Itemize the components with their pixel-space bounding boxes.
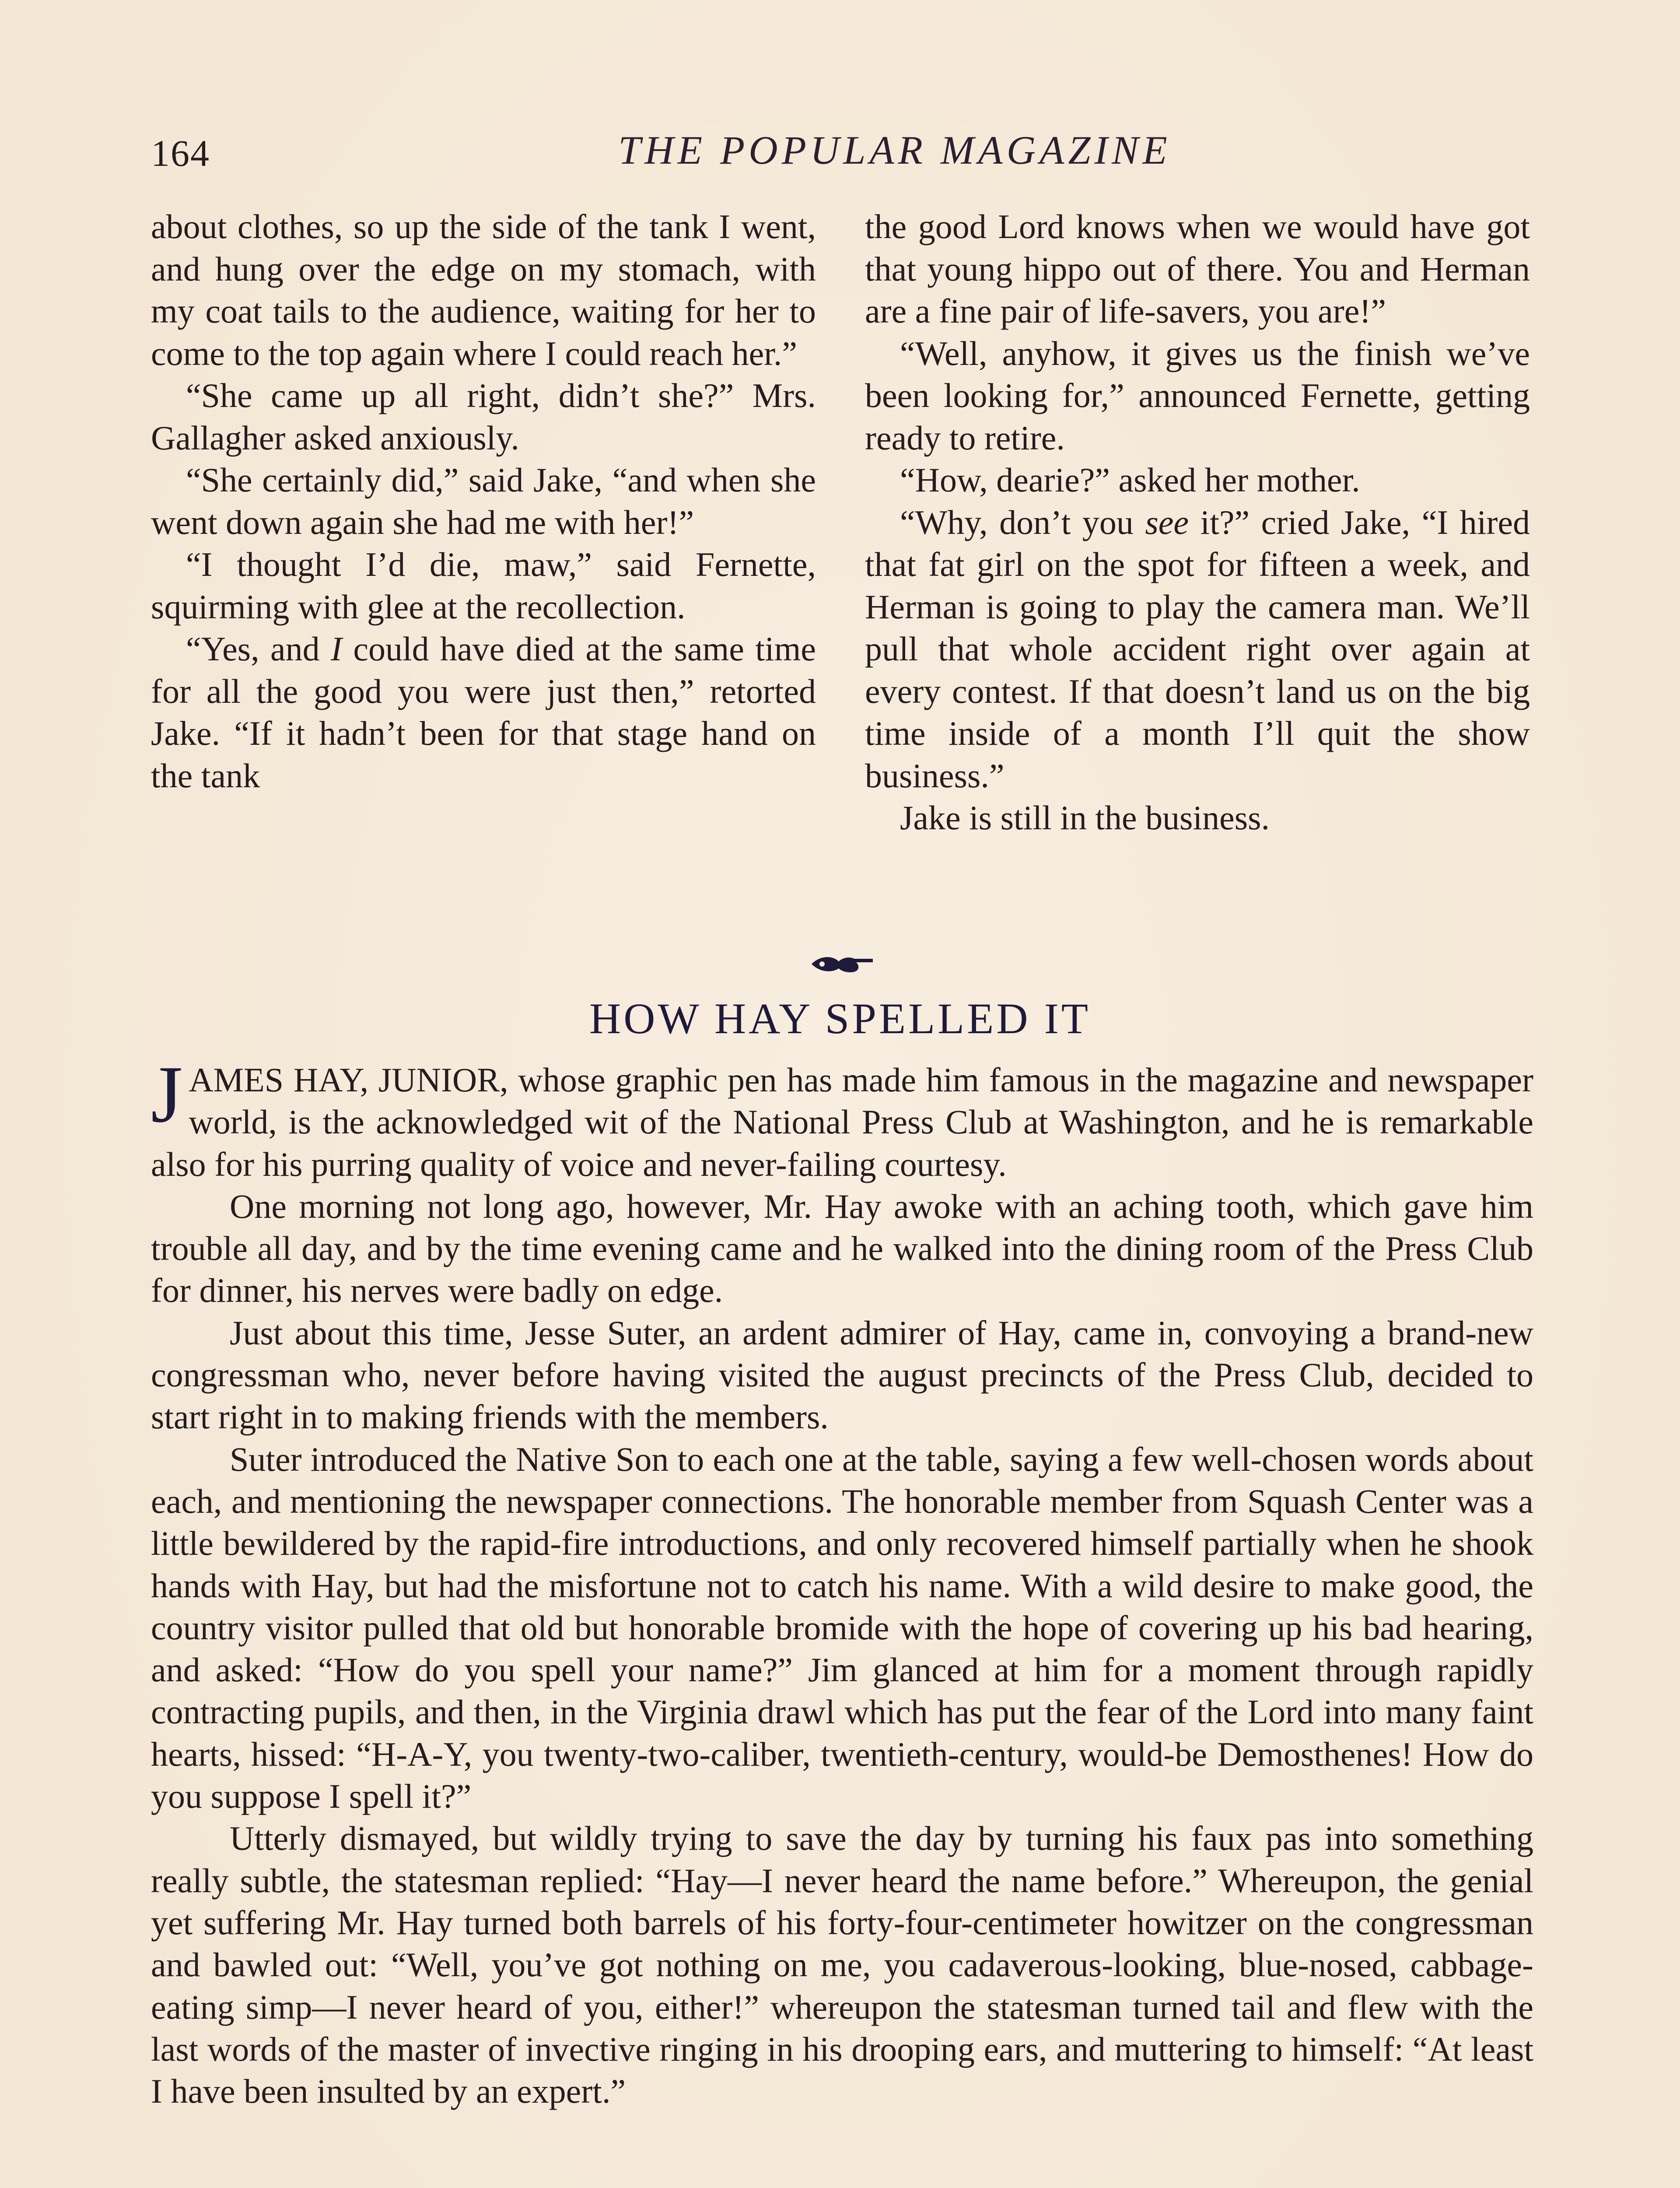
italic-text: I	[331, 630, 342, 668]
running-title: THE POPULAR MAGAZINE	[618, 128, 1171, 172]
paragraph: Jake is still in the business.	[900, 799, 1270, 837]
paragraph: Suter introduced the Native Son to each one at the table, saying a few well-chosen words about each, and mentioning the newspaper connections. The honorable member from Squash Center was a little bewildered by the rapid-fire introductions, and only recovered himself partially when he shook hands with Hay, but had the misfortune not to catch his name. With a wild desire to make good, the country visitor pulled that old but honorable bromide with the hope of covering up his bad hearing, and asked: “How do you spell your name?” Jim glanced at him for a moment through rapidly contracting pupils, and then, in the Virginia drawl which has put the fear of the Lord into many faint hearts, hissed: “H-A-Y, you twenty-two-caliber, twentieth-century, would-be Demosthenes! How do you suppose I spell it?”	[151, 1440, 1533, 1816]
paragraph: Utterly dismayed, but wildly trying to save the day by turning his faux pas into something really subtle, the statesman replied: “Hay—I never heard the name before.” Whereupon, the genial yet suffering Mr. Hay turned both barrels of his forty-four-centimeter howitzer on the congressman and bawled out: “Well, you’ve got nothing on me, you cadaverous-looking, blue-nosed, cabbage-eating simp—I never heard of you, either!” whereupon the statesman turned tail and flew with the last words of the master of invective ringing in his drooping ears, and muttering to himself: “At least I have been insulted by an expert.”	[151, 1819, 1533, 2111]
paragraph: “She came up all right, didn’t she?” Mrs. Gallagher asked anxiously.	[151, 376, 816, 457]
text-run: “Yes, and	[186, 630, 331, 668]
drop-cap: J	[151, 1049, 183, 1140]
text-run: AMES HAY, JUNIOR, whose graphic pen has made him famous in the magazine and newspaper world, is the acknowledged wit of the National Press Club at Washington, and he is remarkable also for his purring quality of voice and never-failing courtesy.	[151, 1061, 1533, 1183]
paragraph: the good Lord knows when we would have got that young hippo out of there. You and Herman are a fine pair of life-savers, you are!”	[865, 207, 1530, 330]
text-run: “Why, don’t you	[900, 503, 1145, 541]
paragraph: Just about this time, Jesse Suter, an ardent admirer of Hay, came in, convoying a brand-new congressman who, never before having visited the august precincts of the Press Club, decided to start right in to making friends with the members.	[151, 1313, 1533, 1436]
paragraph	[151, 1049, 1533, 1185]
paragraph: “How, dearie?” asked her mother.	[900, 461, 1360, 499]
paragraph: “Well, anyhow, it gives us the finish we’ve been looking for,” announced Fernette, getting ready to retire.	[865, 334, 1530, 457]
paragraph	[151, 628, 816, 797]
paragraph: “I thought I’d die, maw,” said Fernette, squirming with glee at the recollection.	[151, 545, 816, 626]
italic-text: see	[1145, 503, 1189, 541]
left-column	[151, 206, 816, 797]
continued-story	[151, 206, 1533, 932]
story-title: HOW HAY SPELLED IT	[589, 994, 1091, 1043]
text-run: it?” cried Jake, “I hired that fat girl on the spot for fifteen a week, and Herman is going to play the camera man. We’ll pull that whole accident right over again at every contest. If that doesn’t land us on the big time inside of a month I’ll quit the show business.”	[865, 503, 1530, 795]
paragraph: about clothes, so up the side of the tank I went, and hung over the edge on my stomach, with my coat tails to the audience, waiting for her to come to the top again where I could reach her.”	[151, 207, 816, 372]
text-run: could have died at the same time for all the good you were just then,” retorted Jake. “If it hadn’t been for that stage hand on the tank	[151, 630, 816, 795]
right-column	[865, 206, 1530, 839]
paragraph	[865, 501, 1530, 797]
story-body	[151, 1049, 1533, 2112]
paragraph: “She certainly did,” said Jake, “and when she went down again she had me with her!”	[151, 461, 816, 541]
page-number: 164	[151, 132, 210, 174]
paragraph: One morning not long ago, however, Mr. Hay awoke with an aching tooth, which gave him trouble all day, and by the time evening came and he walked into the dining room of the Press Club for dinner, his nerves were badly on edge.	[151, 1187, 1533, 1310]
hand-ornament-icon	[807, 947, 877, 978]
page-header	[151, 127, 1533, 193]
